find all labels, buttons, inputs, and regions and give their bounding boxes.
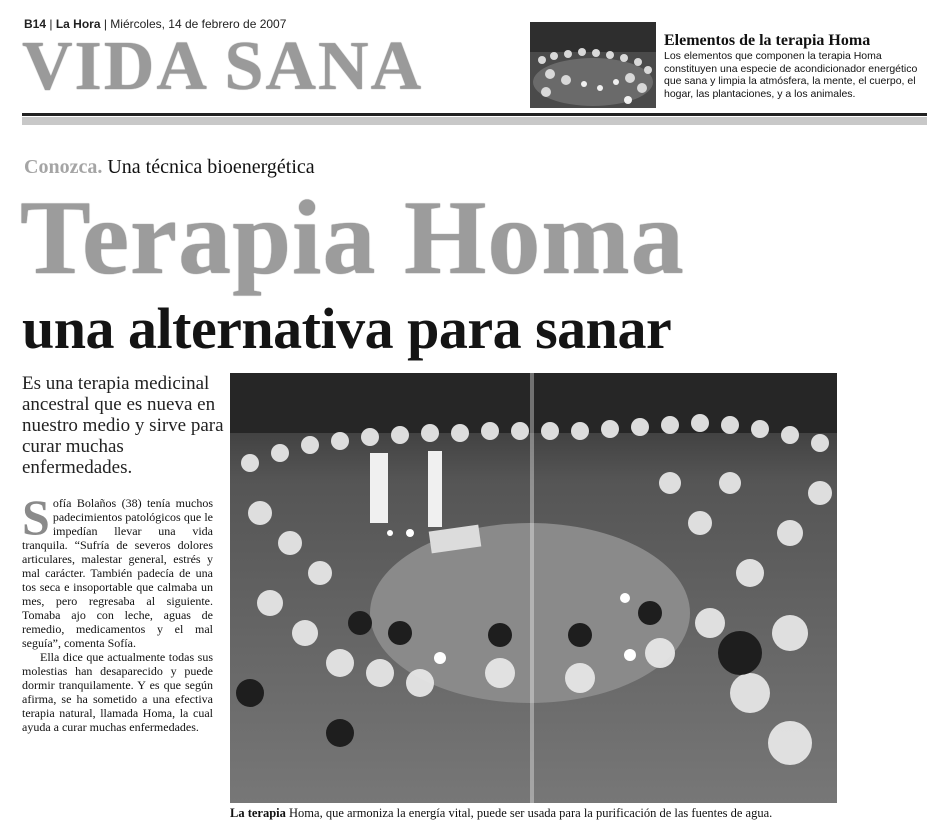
article-body — [22, 489, 213, 734]
section-title: VIDA SANA — [22, 28, 424, 105]
main-photo — [230, 373, 837, 803]
kicker-text: Una técnica bioenergética — [107, 156, 315, 178]
top-rule — [22, 113, 927, 116]
issue-date: Miércoles, 14 de febrero de 2007 — [110, 17, 287, 31]
sidebar-photo — [530, 22, 656, 108]
sidebar-text: Los elementos que componen la terapia Homa constituyen una especie de acondicionador energético que sana y limpia la atmósfera, la mente, el cuerpo, el hogar, las plantaciones, y a los animales. — [664, 50, 918, 100]
sidebar-title: Elementos de la terapia Homa — [664, 32, 871, 49]
sidebar-photo-image — [530, 22, 656, 108]
caption-lead: La terapia — [230, 806, 286, 820]
kicker — [24, 156, 315, 179]
page-number: B14 — [24, 17, 47, 31]
subheadline: una alternativa para sanar — [22, 296, 672, 361]
photo-caption — [230, 806, 837, 821]
kicker-label: Conozca. — [24, 156, 103, 178]
body-paragraph-2: Ella dice que actualmente todas sus molestias han desaparecido y puede dormir tranquilamente. Y es que según afirma, se ha sometido a una efectiva terapia natural, llamada Homa, la cual ayuda a curar muchas enfermedades. — [22, 650, 213, 734]
folio-sep-1: | — [49, 17, 56, 31]
drop-cap: S — [22, 489, 50, 545]
body-paragraph-1-text: ofía Bolaños (38) tenía muchos padecimientos patológicos que le impedían llevar una vida tranquila. “Sufría de severos dolores articulares, malestar general, estrés y mal carácter. También padecía de una tos seca e insoportable que calmaba un mes, pero regresaba al siguiente. Tomaba ajo con leche, aguas de remedio, medicamentos y el mal seguía”, comenta Sofía. — [22, 496, 213, 650]
tint-band — [22, 117, 927, 125]
paper-name: La Hora — [55, 17, 101, 31]
lede: Es una terapia medicinal ancestral que es nueva en nuestro medio y sirve para curar muchas enfermedades. — [22, 373, 224, 478]
headline: Terapia Homa — [20, 179, 685, 296]
caption-text: Homa, que armoniza la energía vital, puede ser usada para la purificación de las fuentes de agua. — [285, 806, 773, 820]
body-paragraph-1 — [22, 489, 213, 650]
main-photo-image — [230, 373, 837, 803]
folio-sep-2: | — [103, 17, 111, 31]
